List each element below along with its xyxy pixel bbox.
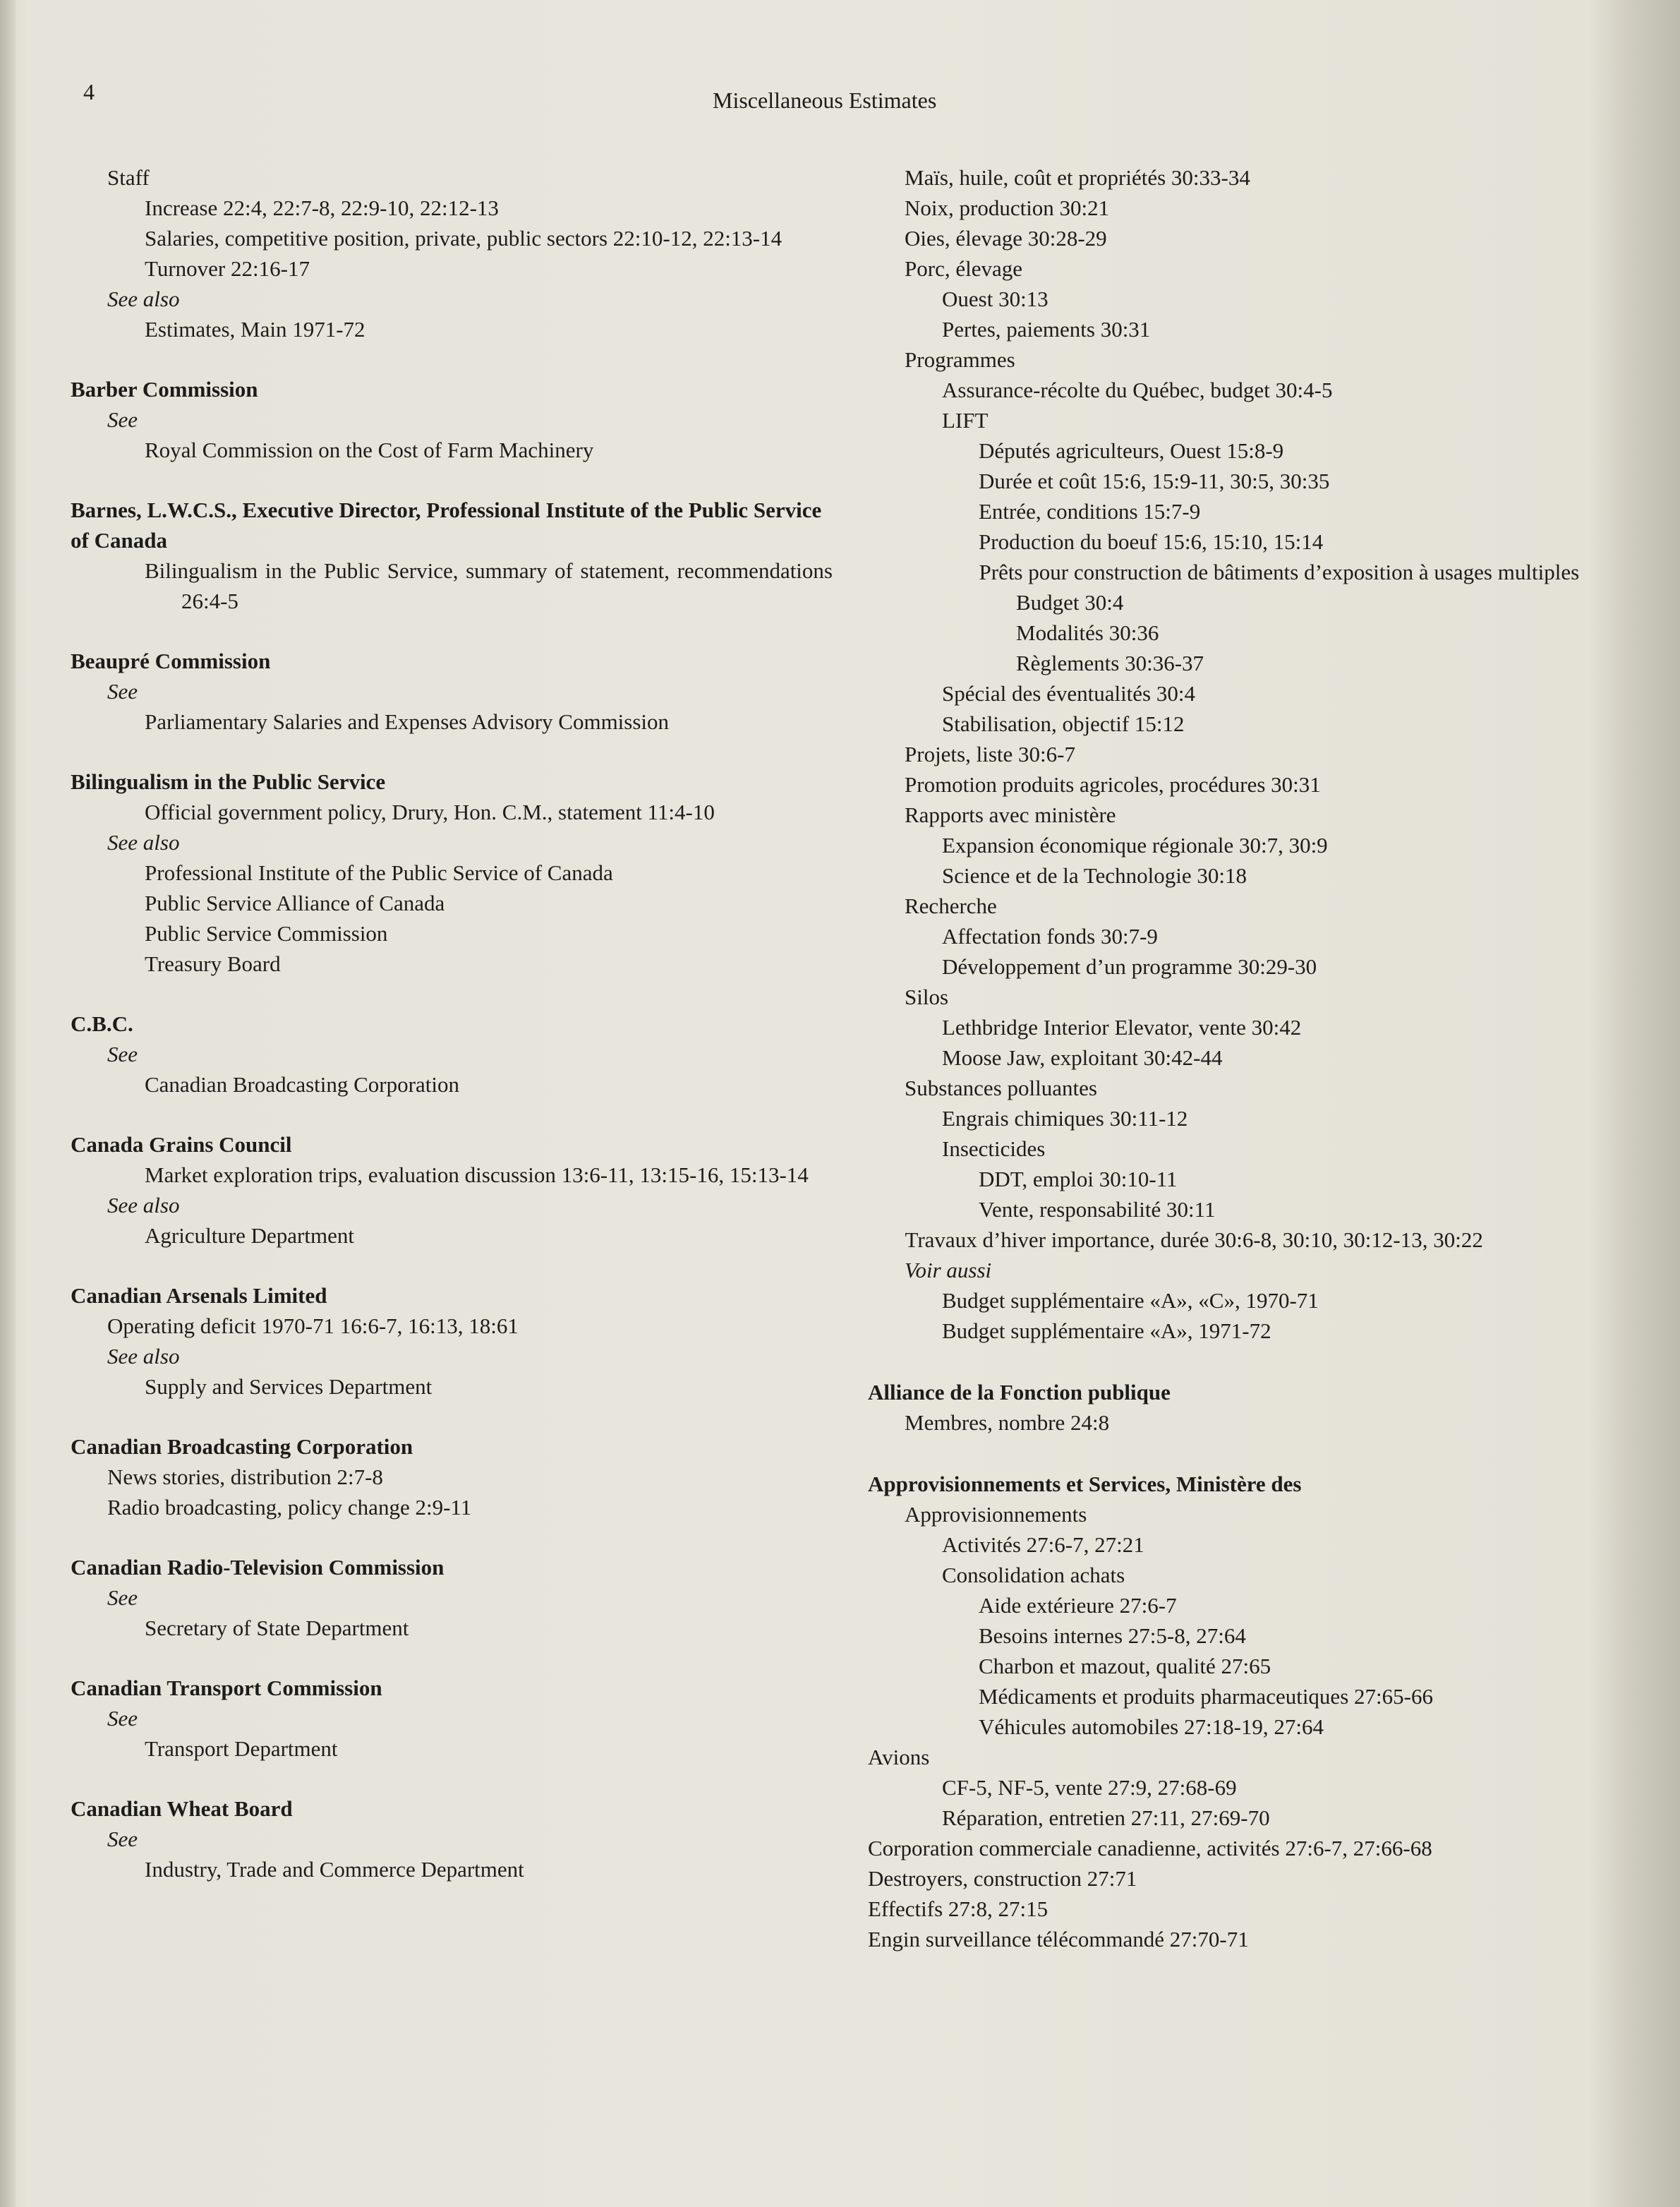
index-heading: Beaupré Commission <box>71 649 271 673</box>
index-subentry: Insecticides <box>942 1136 1046 1161</box>
index-subentry: Projets, liste 30:6-7 <box>905 742 1075 766</box>
cross-reference-label: See also <box>107 1344 180 1369</box>
index-subentry: Programmes <box>905 347 1015 372</box>
index-column-right <box>868 162 1609 1985</box>
cross-reference-label: See also <box>107 1193 180 1217</box>
index-subentry: Stabilisation, objectif 15:12 <box>942 711 1185 736</box>
index-subentry: Spécial des éventualités 30:4 <box>942 681 1195 706</box>
index-subentry: Turnover 22:16-17 <box>145 256 310 281</box>
index-entry <box>71 162 833 344</box>
index-subentry: Rapports avec ministère <box>905 802 1116 827</box>
page-number: 4 <box>83 79 95 104</box>
index-subentry: Production du boeuf 15:6, 15:10, 15:14 <box>979 529 1324 554</box>
index-entry <box>71 1280 833 1402</box>
index-subentry: Public Service Commission <box>145 921 388 946</box>
index-heading: Canadian Radio-Television Commission <box>71 1555 445 1580</box>
cross-reference-label: See also <box>107 830 180 855</box>
index-subentry: Radio broadcasting, policy change 2:9-11 <box>107 1495 472 1520</box>
index-subentry: Public Service Alliance of Canada <box>145 891 445 915</box>
index-subentry: Supply and Services Department <box>145 1374 433 1399</box>
index-subentry: CF-5, NF-5, vente 27:9, 27:68-69 <box>942 1775 1237 1800</box>
index-entry <box>71 1552 833 1643</box>
index-subentry: Transport Department <box>145 1736 338 1761</box>
index-subentry: Royal Commission on the Cost of Farm Machinery <box>145 438 594 462</box>
index-entry <box>71 766 833 979</box>
index-subentry: Prêts pour construction de bâtiments d’exposition à usages multiples <box>979 560 1580 584</box>
index-subentry: Destroyers, construction 27:71 <box>868 1866 1137 1891</box>
index-entry <box>71 1673 833 1764</box>
index-subentry: Canadian Broadcasting Corporation <box>145 1072 459 1097</box>
index-entry <box>71 1431 833 1522</box>
index-subentry: Budget supplémentaire «A», «C», 1970-71 <box>942 1288 1319 1313</box>
index-subentry: Silos <box>905 985 949 1009</box>
index-heading: Alliance de la Fonction publique <box>868 1380 1171 1405</box>
index-subentry: Porc, élevage <box>905 256 1022 281</box>
index-subentry: Recherche <box>905 894 997 918</box>
index-subentry: Consolidation achats <box>942 1563 1125 1587</box>
index-subentry: Effectifs 27:8, 27:15 <box>868 1896 1049 1921</box>
index-subentry: Agriculture Department <box>145 1223 354 1248</box>
index-heading: Canadian Transport Commission <box>71 1676 382 1700</box>
index-subentry: Budget supplémentaire «A», 1971-72 <box>942 1318 1271 1343</box>
index-subentry: Modalités 30:36 <box>1016 620 1159 645</box>
index-subentry: Réparation, entretien 27:11, 27:69-70 <box>942 1805 1270 1830</box>
index-entry <box>71 1009 833 1100</box>
index-subentry: Noix, production 30:21 <box>905 196 1110 220</box>
index-subentry: Bilingualism in the Public Service, summary of statement, recommendations 26:4-5 <box>145 558 833 613</box>
cross-reference-label: See <box>107 1585 138 1610</box>
index-subentry: Durée et coût 15:6, 15:9-11, 30:5, 30:35 <box>979 469 1330 493</box>
index-subentry: Science et de la Technologie 30:18 <box>942 863 1247 888</box>
index-subentry: Operating deficit 1970-71 16:6-7, 16:13, 18:61 <box>107 1313 519 1338</box>
index-subentry: Approvisionnements <box>905 1502 1087 1527</box>
cross-reference-label: See <box>107 407 138 432</box>
index-subentry: Budget 30:4 <box>1016 590 1124 615</box>
index-heading: Canadian Arsenals Limited <box>71 1283 327 1308</box>
index-entry <box>71 1793 833 1884</box>
index-subentry: Parliamentary Salaries and Expenses Advisory Commission <box>145 709 670 734</box>
index-subentry: Secretary of State Department <box>145 1616 409 1640</box>
index-subentry: Charbon et mazout, qualité 27:65 <box>979 1654 1271 1678</box>
index-subentry: Treasury Board <box>145 951 281 976</box>
index-subentry: Expansion économique régionale 30:7, 30:9 <box>942 833 1328 858</box>
index-subentry: Engrais chimiques 30:11-12 <box>942 1106 1188 1131</box>
index-subentry: Estimates, Main 1971-72 <box>145 317 365 342</box>
cross-reference-label: Voir aussi <box>905 1258 992 1282</box>
index-subentry: Véhicules automobiles 27:18-19, 27:64 <box>979 1714 1324 1739</box>
index-subentry: Market exploration trips, evaluation discussion 13:6-11, 13:15-16, 15:13-14 <box>145 1162 809 1187</box>
index-subentry: Entrée, conditions 15:7-9 <box>979 499 1201 524</box>
index-subentry: DDT, emploi 30:10-11 <box>979 1167 1178 1191</box>
index-heading: Approvisionnements et Services, Ministère des <box>868 1472 1302 1496</box>
index-entry <box>868 162 1609 1346</box>
index-subentry: Membres, nombre 24:8 <box>905 1410 1110 1435</box>
index-entry <box>868 1469 1609 1954</box>
index-subentry: Promotion produits agricoles, procédures 30:31 <box>905 772 1321 797</box>
index-subentry: Oies, élevage 30:28-29 <box>905 226 1107 251</box>
index-subentry: Affectation fonds 30:7-9 <box>942 924 1158 949</box>
index-heading: Barnes, L.W.C.S., Executive Director, Professional Institute of the Public Service of Canada <box>71 498 822 553</box>
index-heading: C.B.C. <box>71 1011 133 1036</box>
index-subentry: Official government policy, Drury, Hon. C.M., statement 11:4-10 <box>145 800 715 824</box>
index-subentry: Vente, responsabilité 30:11 <box>979 1197 1216 1222</box>
cross-reference-label: See <box>107 679 138 704</box>
index-subentry: Députés agriculteurs, Ouest 15:8-9 <box>979 438 1284 463</box>
index-subentry: Pertes, paiements 30:31 <box>942 317 1151 342</box>
index-subentry: Activités 27:6-7, 27:21 <box>942 1532 1144 1557</box>
index-entry <box>71 1129 833 1251</box>
index-subentry: Industry, Trade and Commerce Department <box>145 1857 524 1882</box>
index-subentry: Substances polluantes <box>905 1076 1097 1100</box>
index-subentry: Professional Institute of the Public Service of Canada <box>145 860 613 885</box>
index-entry <box>71 374 833 465</box>
index-subentry: Corporation commerciale canadienne, activités 27:6-7, 27:66-68 <box>868 1836 1432 1860</box>
index-subentry: Maïs, huile, coût et propriétés 30:33-34 <box>905 165 1250 190</box>
index-entry <box>71 646 833 737</box>
cross-reference-label: See <box>107 1827 138 1851</box>
index-subentry: Médicaments et produits pharmaceutiques 27:65-66 <box>979 1684 1433 1709</box>
index-heading: Bilingualism in the Public Service <box>71 769 386 794</box>
index-subentry: Règlements 30:36-37 <box>1016 651 1204 675</box>
running-title: Miscellaneous Estimates <box>713 88 937 113</box>
index-subentry: Increase 22:4, 22:7-8, 22:9-10, 22:12-13 <box>145 196 499 220</box>
cross-reference-label: See <box>107 1042 138 1066</box>
index-entry <box>868 1377 1609 1438</box>
page-binding-edge <box>0 0 16 2207</box>
index-subentry: Aide extérieure 27:6-7 <box>979 1593 1177 1618</box>
index-subentry: Lethbridge Interior Elevator, vente 30:42 <box>942 1015 1302 1040</box>
index-heading: Canada Grains Council <box>71 1132 292 1157</box>
index-subentry: Salaries, competitive position, private, public sectors 22:10-12, 22:13-14 <box>145 226 782 251</box>
index-column-left <box>71 162 833 1914</box>
index-subentry: Besoins internes 27:5-8, 27:64 <box>979 1623 1246 1648</box>
index-heading: Canadian Wheat Board <box>71 1796 293 1821</box>
cross-reference-label: See <box>107 1706 138 1731</box>
cross-reference-label: See also <box>107 287 180 311</box>
index-subentry: Travaux d’hiver importance, durée 30:6-8, 30:10, 30:12-13, 30:22 <box>905 1227 1483 1252</box>
index-subentry: Avions <box>868 1745 930 1769</box>
index-subentry: Engin surveillance télécommandé 27:70-71 <box>868 1927 1249 1952</box>
index-subentry: Staff <box>107 165 150 190</box>
index-subentry: Assurance-récolte du Québec, budget 30:4-5 <box>942 378 1333 402</box>
index-subentry: Développement d’un programme 30:29-30 <box>942 954 1317 979</box>
index-subentry: Ouest 30:13 <box>942 287 1049 311</box>
index-entry <box>71 495 833 616</box>
index-heading: Barber Commission <box>71 377 258 402</box>
index-subentry: LIFT <box>942 408 989 433</box>
index-heading: Canadian Broadcasting Corporation <box>71 1434 413 1459</box>
index-subentry: Moose Jaw, exploitant 30:42-44 <box>942 1045 1223 1070</box>
index-subentry: News stories, distribution 2:7-8 <box>107 1465 383 1489</box>
